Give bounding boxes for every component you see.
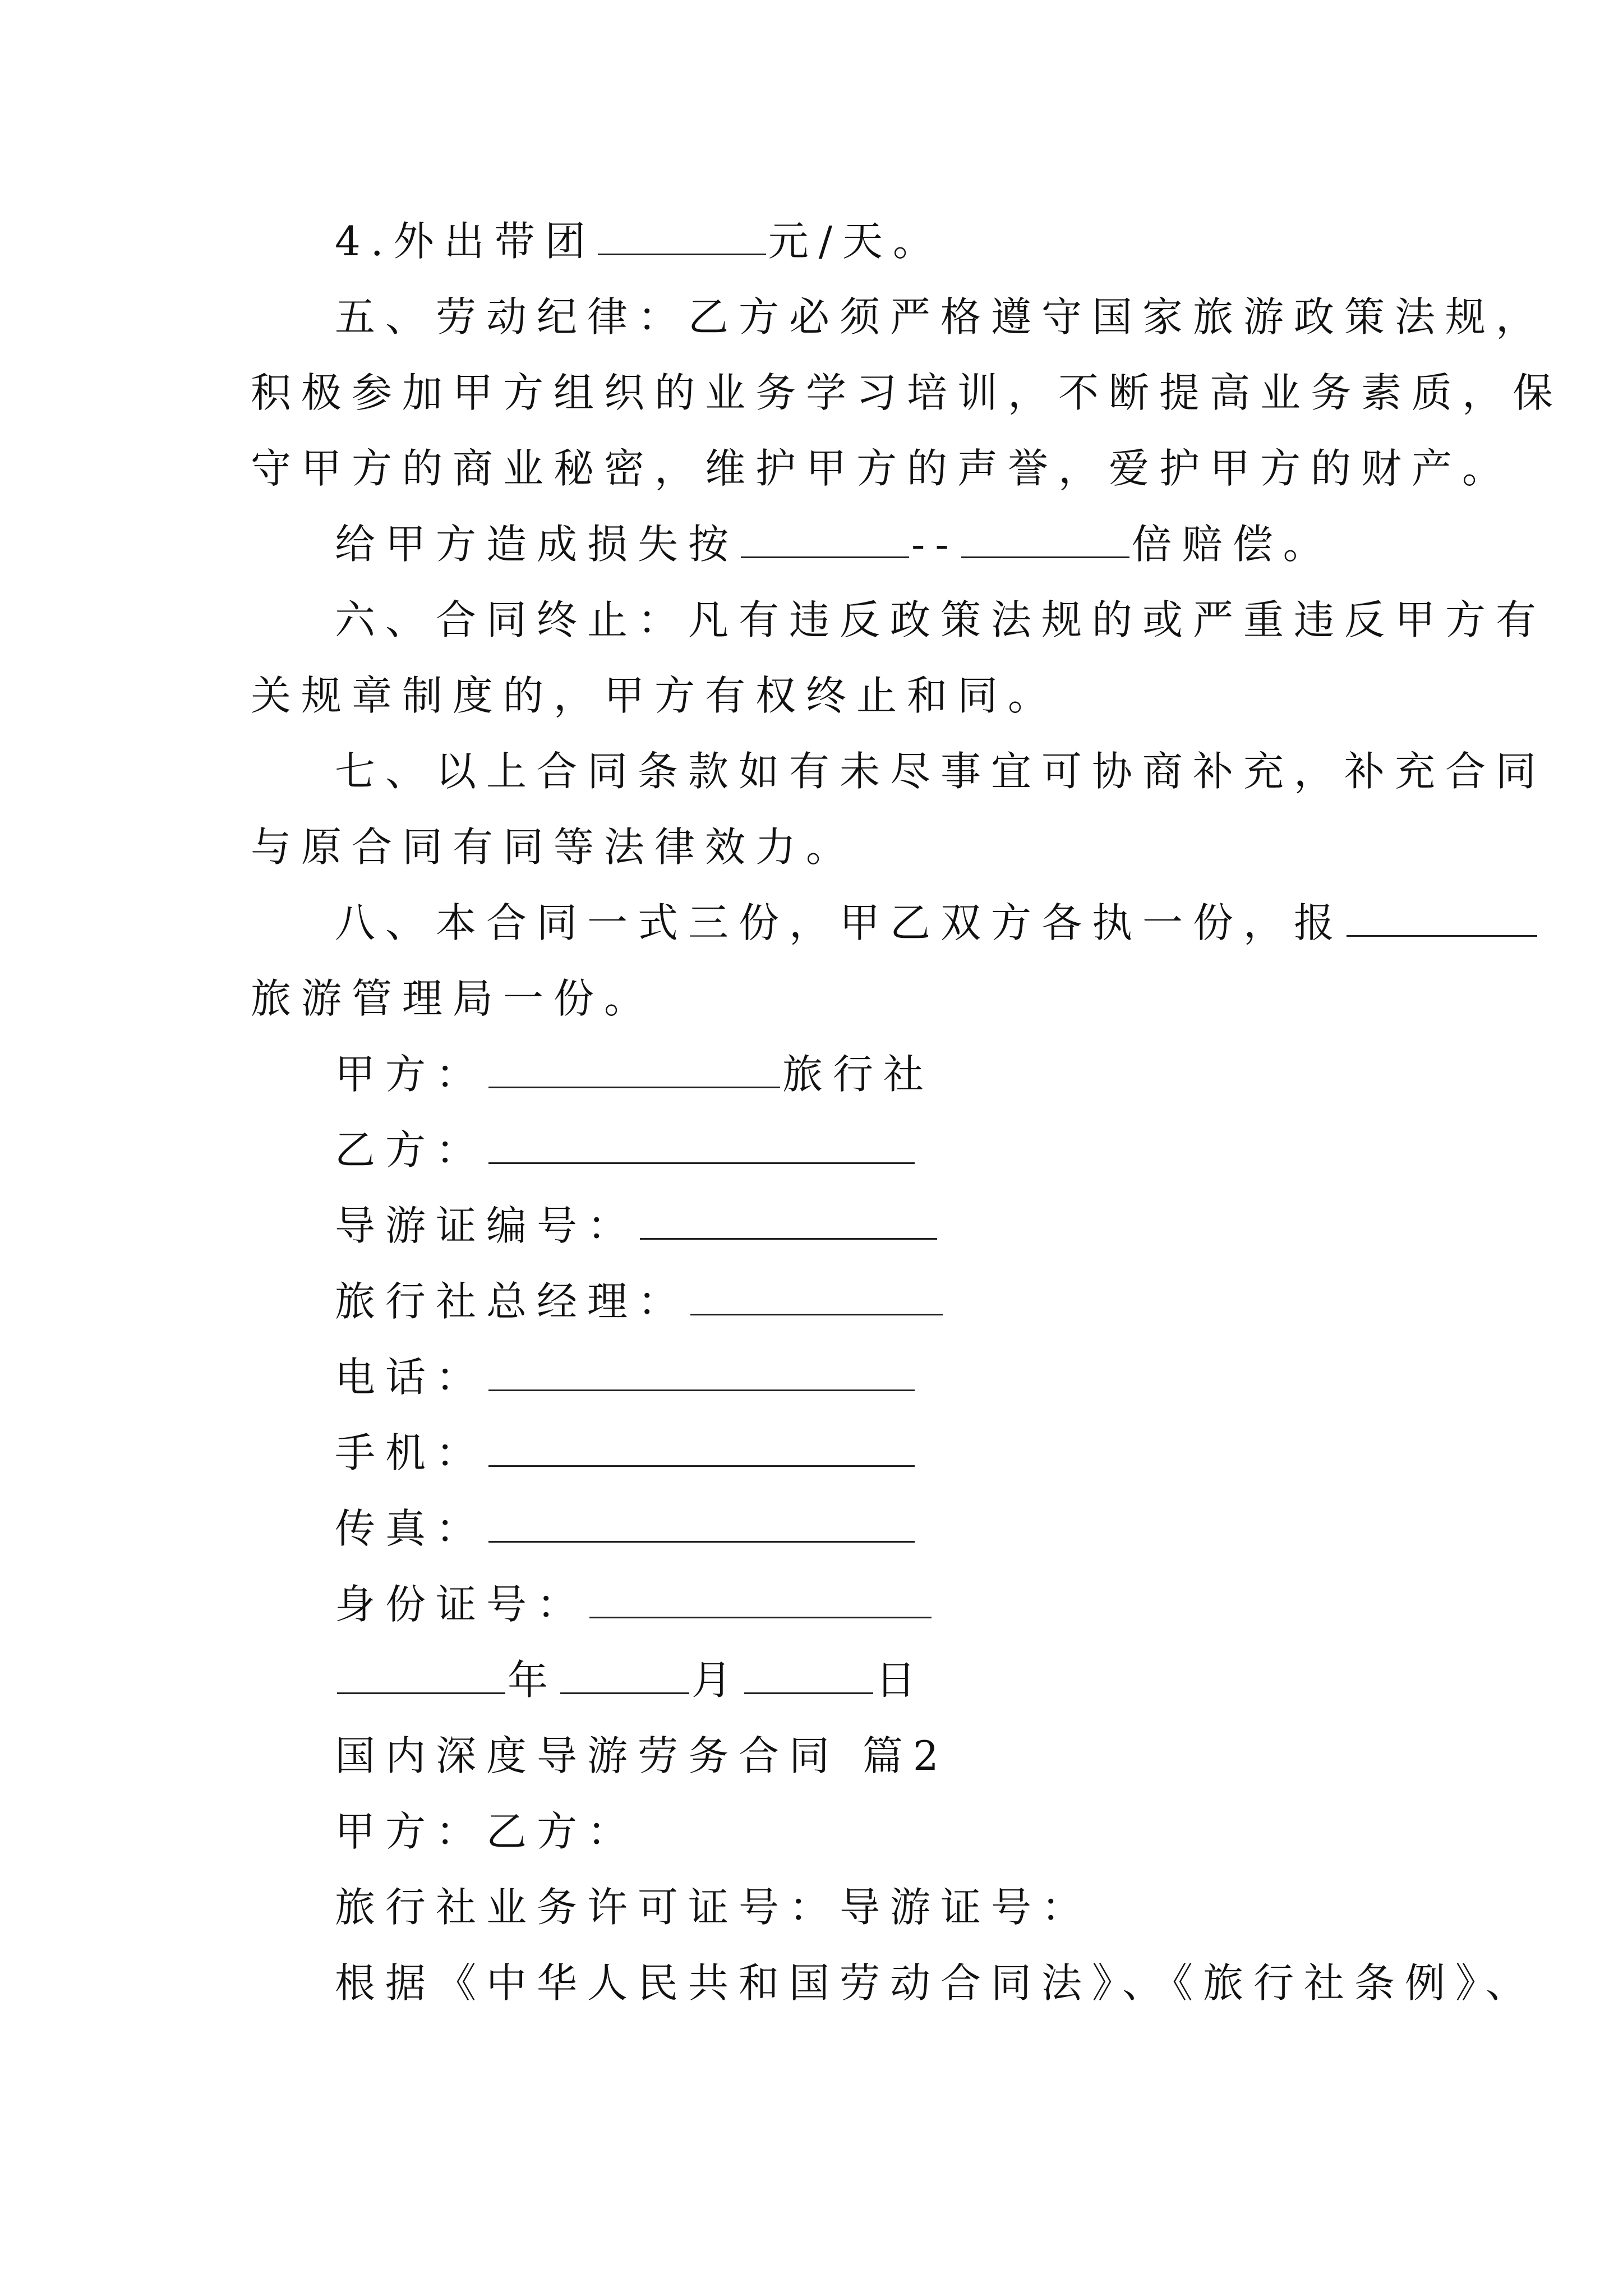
id-label: 身份证号： <box>335 1581 588 1628</box>
party-b-label: 乙方： <box>335 1126 487 1174</box>
section-5-line-3: 守甲方的商业秘密，维护甲方的声誉，爱护甲方的财产。 <box>251 445 1513 492</box>
year-blank[interactable] <box>337 1653 505 1694</box>
item-4-text: 4.外出带团 <box>335 218 596 265</box>
section-5-line-1: 五、劳动纪律：乙方必须严格遵守国家旅游政策法规， <box>335 293 1547 341</box>
party-a-field <box>335 1041 934 1108</box>
phone-blank[interactable] <box>488 1350 915 1391</box>
id-blank[interactable] <box>589 1577 932 1618</box>
date-line <box>335 1646 926 1714</box>
month-blank[interactable] <box>560 1653 689 1694</box>
bureau-blank[interactable] <box>1347 896 1537 937</box>
guide-cert-field <box>335 1192 939 1259</box>
section-7-line-2: 与原合同有同等法律效力。 <box>251 823 857 871</box>
section-2-basis: 根据《中华人民共和国劳动合同法》、《旅行社条例》、 <box>335 1959 1537 2007</box>
section-8-line-1 <box>335 889 1539 956</box>
rate-blank[interactable] <box>598 214 766 255</box>
section-8-line-2: 旅游管理局一份。 <box>251 975 655 1022</box>
gm-label: 旅行社总经理： <box>335 1278 689 1325</box>
mobile-field <box>335 1419 917 1487</box>
party-a-suffix: 旅行社 <box>782 1051 934 1098</box>
id-field <box>335 1571 934 1638</box>
compensation-text: 给甲方造成损失按 <box>335 521 739 568</box>
mobile-label: 手机： <box>335 1429 487 1476</box>
gm-blank[interactable] <box>690 1274 943 1315</box>
compensation-line <box>335 510 1334 578</box>
guide-cert-label: 导游证编号： <box>335 1202 638 1249</box>
phone-field <box>335 1343 917 1411</box>
day-label: 日 <box>875 1657 926 1704</box>
section-2-title: 国内深度导游劳务合同 篇2 <box>335 1732 949 1779</box>
gm-field <box>335 1268 945 1335</box>
section-6-line-2: 关规章制度的，甲方有权终止和同。 <box>251 672 1059 719</box>
section-6-line-1: 六、合同终止：凡有违反政策法规的或严重违反甲方有 <box>335 596 1547 643</box>
year-label: 年 <box>508 1657 559 1704</box>
compensation-min-blank[interactable] <box>741 517 909 558</box>
party-b-field <box>335 1116 917 1184</box>
item-4-unit: 元/天。 <box>768 218 943 265</box>
section-8-text: 八、本合同一式三份，甲乙双方各执一份，报 <box>335 899 1345 946</box>
item-4-line <box>335 208 943 275</box>
mobile-blank[interactable] <box>488 1426 915 1467</box>
fax-label: 传真： <box>335 1505 487 1552</box>
compensation-max-blank[interactable] <box>961 517 1129 558</box>
fax-field <box>335 1495 917 1562</box>
section-2-parties: 甲方：乙方： <box>335 1808 638 1855</box>
day-blank[interactable] <box>744 1653 873 1694</box>
party-a-label: 甲方： <box>335 1051 487 1098</box>
section-5-line-2: 积极参加甲方组织的业务学习培训，不断提高业务素质，保 <box>251 369 1564 416</box>
compensation-suffix: 倍赔偿。 <box>1131 521 1334 568</box>
month-label: 月 <box>691 1657 743 1704</box>
section-7-line-1: 七、以上合同条款如有未尽事宜可协商补充，补充合同 <box>335 748 1547 795</box>
compensation-dash: -- <box>911 521 959 568</box>
guide-cert-blank[interactable] <box>640 1199 937 1240</box>
party-a-blank[interactable] <box>488 1047 780 1088</box>
fax-blank[interactable] <box>488 1502 915 1543</box>
party-b-blank[interactable] <box>488 1123 915 1164</box>
section-2-license: 旅行社业务许可证号：导游证号： <box>335 1884 1092 1931</box>
phone-label: 电话： <box>335 1354 487 1401</box>
